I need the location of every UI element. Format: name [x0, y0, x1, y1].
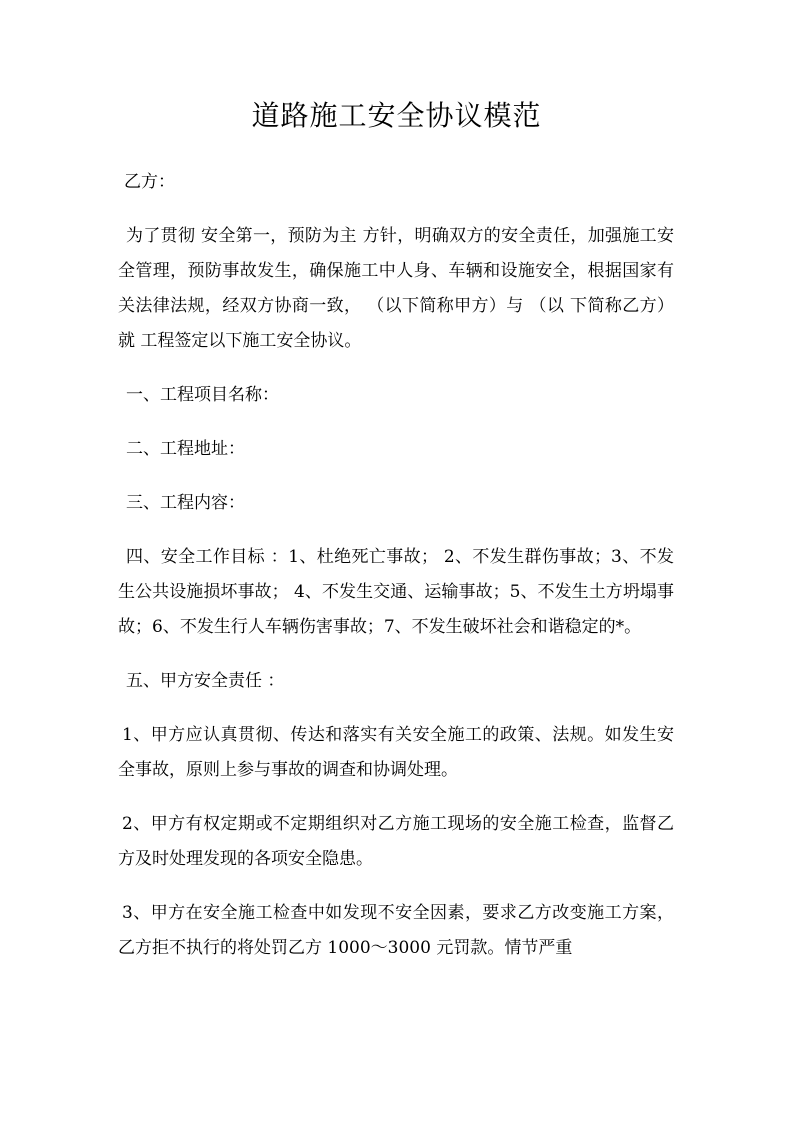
section-project-content: 三、工程内容： — [126, 493, 245, 513]
document-body — [118, 165, 674, 985]
preamble-paragraph: 为了贯彻 安全第一，预防为主 方针，明确双方的安全责任，加强施工安全管理，预防事故发生，确保施工中人身、车辆和设施安全，根据国家有关法律法规，经双方协商一致， （以下简称甲方）与 （以 下简称乙方）就 工程签定以下施工安全协议。 — [118, 226, 674, 351]
party-b-line: 乙方： — [124, 172, 175, 192]
document-title: 道路施工安全协议模范 — [251, 99, 542, 132]
section-safety-goals: 四、安全工作目标 ：1、杜绝死亡事故； 2、不发生群伤事故；3、不发生公共设施损坏事故； 4、不发生交通、运输事故；5、不发生土方坍塌事故；6、不发生行人车辆伤害事故；7、不发生破坏社会和谐稳定的*。 — [118, 547, 674, 637]
section-party-a-responsibilities: 五、甲方安全责任 ： — [126, 671, 285, 691]
section-project-address: 二、工程地址： — [126, 439, 245, 459]
responsibility-item-3: 3、甲方在安全施工检查中如发现不安全因素，要求乙方改变施工方案，乙方拒不执行的将处罚乙方 1000～3000 元罚款。情节严重 — [118, 903, 674, 958]
section-project-name: 一、工程项目名称： — [126, 385, 279, 405]
responsibility-item-1: 1、甲方应认真贯彻、传达和落实有关安全施工的政策、法规。如发生安全事故，原则上参与事故的调查和协调处理。 — [118, 725, 674, 780]
responsibility-item-2: 2、甲方有权定期或不定期组织对乙方施工现场的安全施工检查，监督乙方及时处理发现的各项安全隐患。 — [118, 814, 674, 869]
